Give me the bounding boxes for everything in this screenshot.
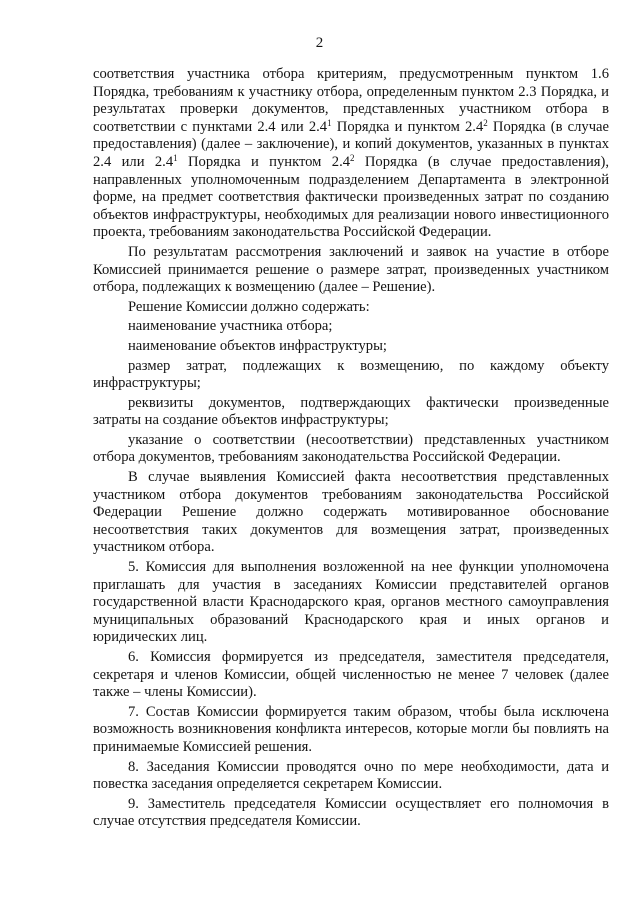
superscript: 1 <box>173 152 178 163</box>
paragraph-continuation: соответствия участника отбора критериям, предусмотренным пунктом 1.6 Порядка, требованиям к участнику отбора, определенным пунктом 2.3 Порядка, и результатах проверки документов, представленных участником отбора в соответствии с пунктами 2.4 или $2.4^1$ Порядка и пунктом $2.4^2$ Порядка (в случае предоставления) (далее – заключение), и копий документов, указанных в пунктах 2.4 или $2.4^1$ Порядка и пунктом $2.4^2$ Порядка (в случае предоставления), направленных уполномоченным подразделением Департамента в электронной форме, на предмет соответствия фактически произведенных затрат по созданию объектов инфраструктуры, необходимых для реализации нового инвестиционного проекта, требованиям законодательства Российской Федерации. <box>93 66 609 241</box>
list-item-compliance: указание о соответствии (несоответствии) представленных участником отбора документов, требованиям законодательства Российской Федерации. <box>93 431 609 466</box>
paragraph-decision-contents: Решение Комиссии должно содержать: <box>128 298 370 315</box>
list-item-document-details: реквизиты документов, подтверждающих фактически произведенные затраты на создание объектов инфраструктуры; <box>93 394 609 429</box>
paragraph-item-9: 9. Заместитель председателя Комиссии осуществляет его полномочия в случае отсутствия председателя Комиссии. <box>93 795 609 830</box>
list-item-participant-name: наименование участника отбора; <box>128 318 333 335</box>
paragraph-item-8: 8. Заседания Комиссии проводятся очно по мере необходимости, дата и повестка заседания определяется секретарем Комиссии. <box>93 758 609 793</box>
paragraph-commission-decision: По результатам рассмотрения заключений и заявок на участие в отборе Комиссией принимается решение о размере затрат, произведенных участником отбора, подлежащих к возмещению (далее – Решение). <box>93 243 609 296</box>
page-number: 2 <box>315 35 324 51</box>
superscript: 1 <box>327 117 332 128</box>
list-item-infrastructure-names: наименование объектов инфраструктуры; <box>128 337 387 354</box>
superscript: 2 <box>483 117 488 128</box>
paragraph-item-5: 5. Комиссия для выполнения возложенной на нее функции уполномочена приглашать для участия в заседаниях Комиссии представителей органов государственной власти Краснодарского края, органов местного самоуправления муниципальных образований Краснодарского края и иных органов и юридических лиц. <box>93 559 609 646</box>
list-item-cost-amount: размер затрат, подлежащих к возмещению, по каждому объекту инфраструктуры; <box>93 357 609 392</box>
document-body <box>93 66 609 831</box>
superscript: 2 <box>350 152 355 163</box>
paragraph-item-6: 6. Комиссия формируется из председателя, заместителя председателя, секретаря и членов Комиссии, общей численностью не менее 7 человек (далее также – члены Комиссии). <box>93 649 609 701</box>
paragraph-item-7: 7. Состав Комиссии формируется таким образом, чтобы была исключена возможность возникновения конфликта интересов, которые могли бы повлиять на принимаемые Комиссией решения. <box>93 703 609 755</box>
paragraph-noncompliance: В случае выявления Комиссией факта несоответствия представленных участником отбора документов требованиям законодательства Российской Федерации Решение должно содержать мотивированное обоснование несоответствия таких документов для возмещения затрат, произведенных участником отбора. <box>93 469 609 556</box>
